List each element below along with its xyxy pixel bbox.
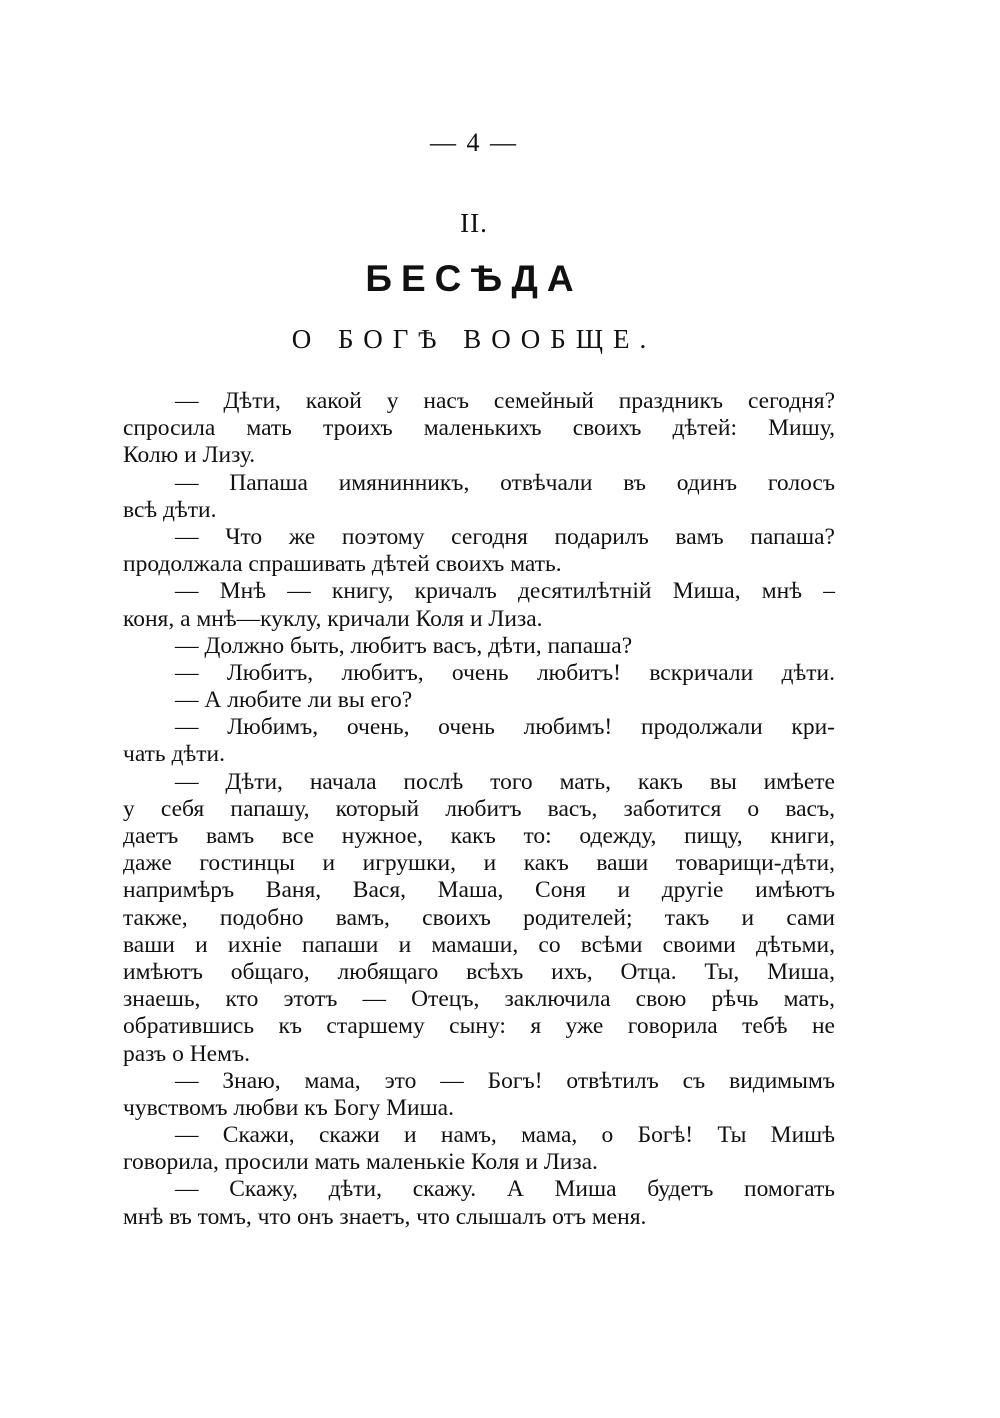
text-line: напримѣръ Ваня, Вася, Маша, Соня и другіе имѣютъ bbox=[123, 877, 835, 904]
text-line: чать дѣти. bbox=[123, 741, 225, 768]
text-line: имѣютъ общаго, любящаго всѣхъ ихъ, Отца. Ты, Миша, bbox=[123, 958, 835, 985]
body-text bbox=[123, 388, 835, 1231]
text-line: — Любитъ, любитъ, очень любитъ! вскричали дѣти. bbox=[175, 659, 835, 686]
text-line: всѣ дѣти. bbox=[123, 496, 217, 523]
text-line: даже гостинцы и игрушки, и какъ ваши товарищи-дѣти, bbox=[123, 850, 835, 877]
text-line: мнѣ въ томъ, что онъ знаетъ, что слышалъ отъ меня. bbox=[123, 1203, 647, 1230]
text-line: — А любите ли вы его? bbox=[175, 687, 413, 714]
text-line: ваши и ихніе папаши и мамаши, со всѣми своими дѣтьми, bbox=[123, 931, 835, 958]
text-line: говорила, просили мать маленькіе Коля и Лиза. bbox=[123, 1149, 598, 1176]
text-line: — Любимъ, очень, очень любимъ! продолжали кри- bbox=[175, 714, 835, 741]
text-line: спросила мать троихъ маленькихъ своихъ дѣтей: Мишу, bbox=[123, 415, 835, 442]
text-line: — Знаю, мама, это — Богъ! отвѣтилъ съ видимымъ bbox=[175, 1067, 835, 1094]
text-line: обратившись къ старшему сыну: я уже говорила тебѣ не bbox=[123, 1013, 835, 1040]
text-line: продолжала спрашивать дѣтей своихъ мать. bbox=[123, 551, 562, 578]
text-line: — Скажу, дѣти, скажу. А Миша будетъ помогать bbox=[175, 1176, 835, 1203]
text-line: чувствомъ любви къ Богу Миша. bbox=[123, 1094, 454, 1121]
text-line: — Скажи, скажи и намъ, мама, о Богѣ! Ты Мишѣ bbox=[175, 1122, 835, 1149]
text-line: разъ о Немъ. bbox=[123, 1040, 251, 1067]
text-line: — Мнѣ — книгу, кричалъ десятилѣтній Миша, мнѣ – bbox=[175, 578, 835, 605]
text-line: у себя папашу, который любитъ васъ, заботится о васъ, bbox=[123, 795, 835, 822]
text-line: — Папаша имянинникъ, отвѣчали въ одинъ голосъ bbox=[175, 469, 835, 496]
text-line: — Должно быть, любитъ васъ, дѣти, папаша? bbox=[175, 632, 633, 659]
chapter-numeral: II. bbox=[460, 208, 488, 238]
text-line: даетъ вамъ все нужное, какъ то: одежду, пищу, книги, bbox=[123, 823, 835, 849]
text-line: Колю и Лизу. bbox=[123, 442, 256, 469]
text-line: — Что же поэтому сегодня подарилъ вамъ папаша? bbox=[175, 523, 835, 550]
chapter-subtitle: О БОГѢ ВООБЩЕ. bbox=[291, 324, 657, 354]
page-number: — 4 — bbox=[430, 128, 518, 157]
text-line: также, подобно вамъ, своихъ родителей; такъ и сами bbox=[123, 904, 835, 931]
text-line: знаешь, кто этотъ — Отецъ, заключила свою рѣчь мать, bbox=[123, 986, 835, 1013]
text-line: — Дѣти, какой у насъ семейный праздникъ сегодня? bbox=[175, 388, 835, 414]
text-line: — Дѣти, начала послѣ того мать, какъ вы имѣете bbox=[175, 768, 835, 795]
chapter-title: БЕСѢДА bbox=[365, 258, 583, 299]
text-line: коня, а мнѣ—куклу, кричали Коля и Лиза. bbox=[123, 605, 543, 632]
